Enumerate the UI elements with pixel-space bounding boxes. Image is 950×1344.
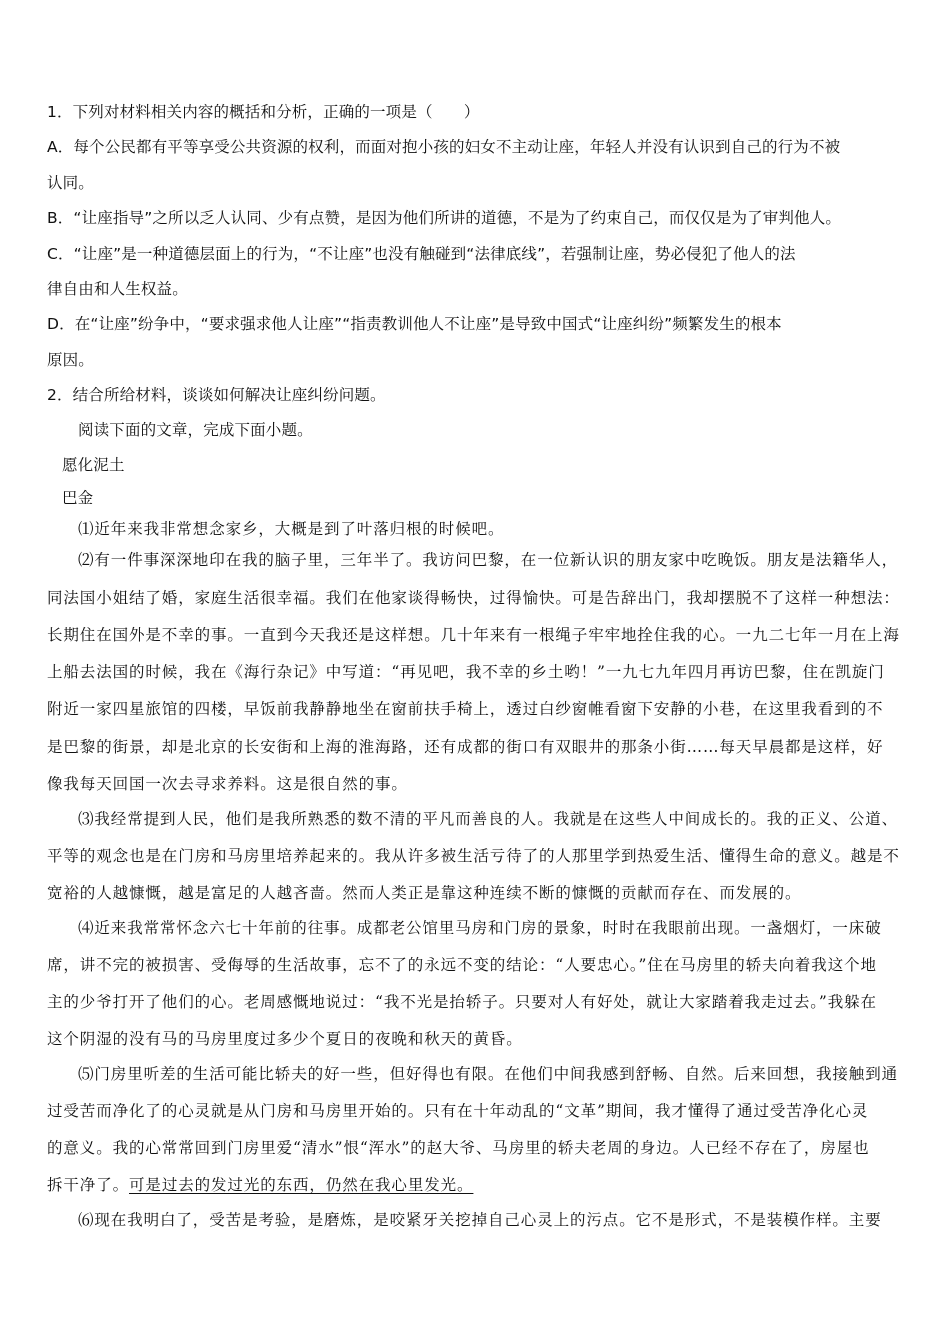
article-paragraph-2-line: 附近一家四星旅馆的四楼，早饭前我静静地坐在窗前扶手椅上，透过白纱窗帷看窗下安静的小巷，在这里我看到的不 — [47, 700, 884, 718]
article-paragraph-5-plain-text: 拆干净了。 — [47, 1176, 130, 1194]
article-paragraph-4-line: 主的少爷打开了他们的心。老周感慨地说过：“我不光是抬轿子。只要对人有好处，就让大家踏着我走过去。”我躲在 — [47, 993, 877, 1011]
question-1-stem: 1．下列对材料相关内容的概括和分析，正确的一项是（ ） — [47, 103, 480, 121]
question-1-option-c: C．“让座”是一种道德层面上的行为，“不让座”也没有触碰到“法律底线”，若强制让座，势必侵犯了他人的法 — [47, 245, 796, 263]
question-1-option-b: B．“让座指导”之所以乏人认同、少有点赞，是因为他们所讲的道德，不是为了约束自己，而仅仅是为了审判他人。 — [47, 209, 841, 227]
question-1-option-d: D．在“让座”纷争中，“要求强求他人让座”“指责教训他人不让座”是导致中国式“让座纠纷”频繁发生的根本 — [47, 315, 782, 333]
article-paragraph-5-last-line — [47, 1174, 907, 1196]
article-paragraph-4-line: 这个阴湿的没有马的马房里度过多少个夏日的夜晚和秋天的黄昏。 — [47, 1030, 523, 1048]
article-paragraph-1: ⑴近年来我非常想念家乡，大概是到了叶落归根的时候吧。 — [78, 520, 505, 538]
article-paragraph-2-line: ⑵有一件事深深地印在我的脑子里，三年半了。我访问巴黎，在一位新认识的朋友家中吃晚饭。朋友是法籍华人， — [78, 551, 899, 569]
article-paragraph-3-line: 平等的观念也是在门房和马房里培养起来的。我从许多被生活亏待了的人那里学到热爱生活、懂得生命的意义。越是不 — [47, 847, 900, 865]
article-paragraph-6: ⑹现在我明白了，受苦是考验，是磨炼，是咬紧牙关挖掉自己心灵上的污点。它不是形式，不是装模作样。主要 — [78, 1211, 882, 1229]
article-paragraph-2-line: 像我每天回国一次去寻求养料。这是很自然的事。 — [47, 775, 408, 793]
article-paragraph-5-line: 的意义。我的心常常回到门房里爱“清水”恨“浑水”的赵大爷、马房里的轿夫老周的身边。人已经不存在了，房屋也 — [47, 1139, 870, 1157]
article-paragraph-2-line: 上船去法国的时候，我在《海行杂记》中写道：“再见吧，我不幸的乡土哟！”一九七九年四月再访巴黎，住在凯旋门 — [47, 663, 885, 681]
article-paragraph-4-line: ⑷近来我常常怀念六七十年前的往事。成都老公馆里马房和门房的景象，时时在我眼前出现。一盏烟灯，一床破 — [78, 919, 882, 937]
question-2: 2．结合所给材料，谈谈如何解决让座纠纷问题。 — [47, 386, 386, 404]
article-title: 愿化泥土 — [62, 456, 125, 474]
article-paragraph-2-line: 长期住在国外是不幸的事。一直到今天我还是这样想。几十年来有一根绳子牢牢地拴住我的心。一九二七年一月在上海 — [47, 626, 900, 644]
reading-instruction: 阅读下面的文章，完成下面小题。 — [78, 421, 313, 439]
article-paragraph-2-line: 同法国小姐结了婚，家庭生活很幸福。我们在他家谈得畅快，过得愉快。可是告辞出门，我却摆脱不了这样一种想法： — [47, 589, 900, 607]
article-paragraph-5-line: ⑸门房里听差的生活可能比轿夫的好一些，但好得也有限。在他们中间我感到舒畅、自然。后来回想，我接触到通 — [78, 1065, 899, 1083]
article-author: 巴金 — [62, 489, 94, 507]
article-paragraph-3-line: 宽裕的人越慷慨，越是富足的人越吝啬。然而人类正是靠这种连续不断的慷慨的贡献而存在、而发展的。 — [47, 884, 802, 902]
article-paragraph-5-line: 过受苦而净化了的心灵就是从门房和马房里开始的。只有在十年动乱的“文革”期间，我才懂得了通过受苦净化心灵 — [47, 1102, 869, 1120]
article-paragraph-3-line: ⑶我经常提到人民，他们是我所熟悉的数不清的平凡而善良的人。我就是在这些人中间成长的。我的正义、公道、 — [78, 810, 899, 828]
question-1-option-a-cont: 认同。 — [47, 174, 94, 192]
question-1-option-d-cont: 原因。 — [47, 351, 94, 369]
article-paragraph-2-line: 是巴黎的街景，却是北京的长安街和上海的淮海路，还有成都的街口有双眼井的那条小街……每天早晨都是这样，好 — [47, 738, 884, 756]
question-1-option-a: A．每个公民都有平等享受公共资源的权利，而面对抱小孩的妇女不主动让座，年轻人并没有认识到自己的行为不被 — [47, 138, 841, 156]
question-1-option-c-cont: 律自由和人生权益。 — [47, 280, 188, 298]
article-paragraph-4-line: 席，讲不完的被损害、受侮辱的生活故事，忘不了的永远不变的结论：“人要忠心。”住在马房里的轿夫向着我这个地 — [47, 956, 877, 974]
article-underlined-sentence: 可是过去的发过光的东西，仍然在我心里发光。 — [129, 1176, 474, 1194]
